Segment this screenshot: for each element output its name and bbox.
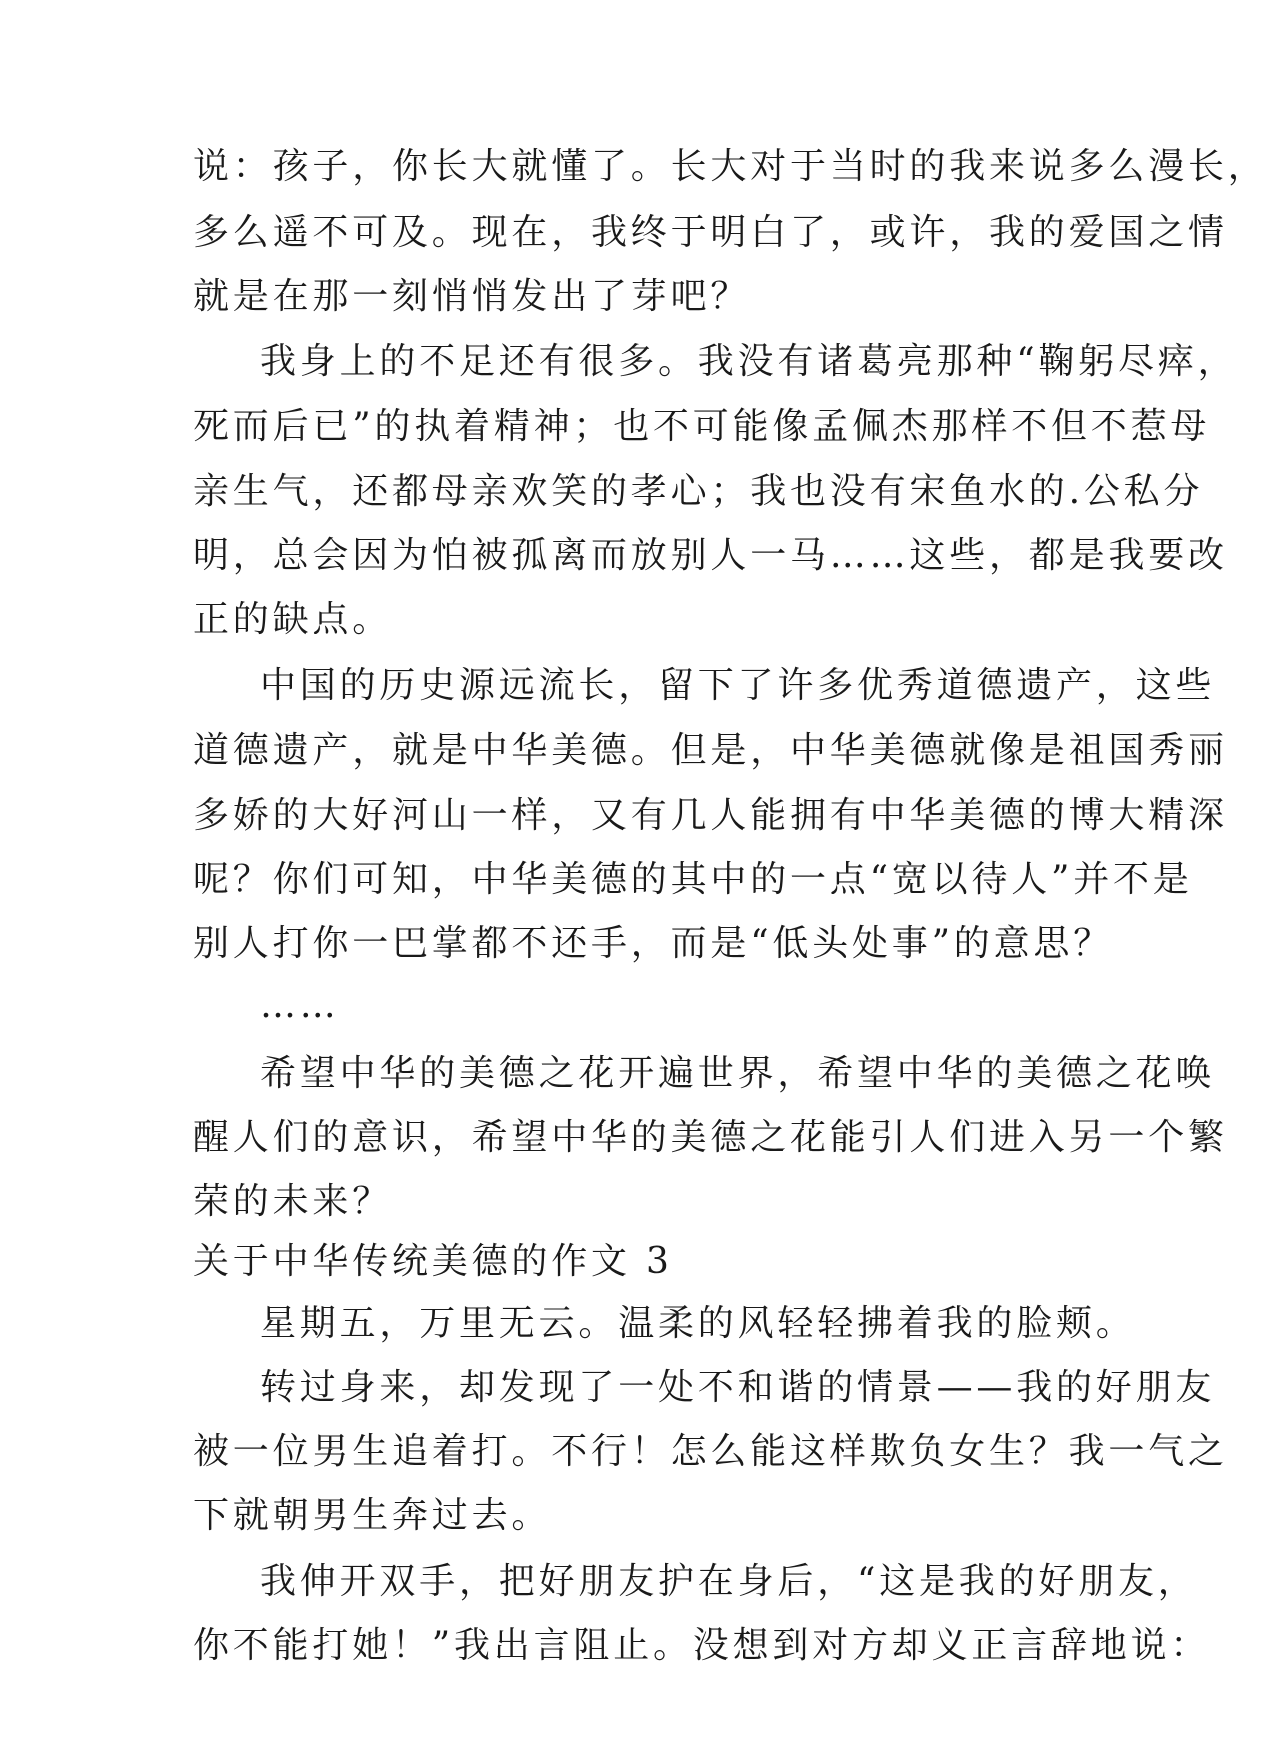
paragraph-line: 正的缺点。 (193, 599, 393, 640)
paragraph-line: 说：孩子，你长大就懂了。长大对于当时的我来说多么漫长， (193, 146, 1268, 187)
paragraph-line: 别人打你一巴掌都不还手，而是“低头处事”的意思？ (193, 923, 1114, 964)
section-heading: 关于中华传统美德的作文 3 (193, 1241, 673, 1282)
ellipsis-line: …… (260, 985, 340, 1026)
paragraph-line: 呢？你们可知，中华美德的其中的一点“宽以待人”并不是 (193, 859, 1193, 900)
paragraph-line: 死而后已”的执着精神；也不可能像孟佩杰那样不但不惹母 (193, 406, 1211, 447)
paragraph-line: 亲生气，还都母亲欢笑的孝心；我也没有宋鱼水的.公私分 (193, 471, 1204, 512)
paragraph-line: 下就朝男生奔过去。 (193, 1495, 552, 1536)
paragraph-line: 明，总会因为怕被孤离而放别人一马……这些，都是我要改 (193, 535, 1228, 576)
paragraph-line: 星期五，万里无云。温柔的风轻轻拂着我的脸颊。 (260, 1303, 1136, 1344)
paragraph-line: 就是在那一刻悄悄发出了芽吧？ (193, 276, 751, 317)
paragraph-line: 道德遗产，就是中华美德。但是，中华美德就像是祖国秀丽 (193, 730, 1228, 771)
paragraph-line: 转过身来，却发现了一处不和谐的情景——我的好朋友 (260, 1367, 1216, 1408)
paragraph-line: 多么遥不可及。现在，我终于明白了，或许，我的爱国之情 (193, 212, 1228, 253)
paragraph-line: 我伸开双手，把好朋友护在身后，“这是我的好朋友， (260, 1561, 1198, 1602)
paragraph-line: 中国的历史源远流长，留下了许多优秀道德遗产，这些 (260, 665, 1216, 706)
paragraph-line: 我身上的不足还有很多。我没有诸葛亮那种“鞠躬尽瘁， (260, 341, 1238, 382)
paragraph-line: 多娇的大好河山一样，又有几人能拥有中华美德的博大精深 (193, 795, 1228, 836)
paragraph-line: 荣的未来？ (193, 1181, 393, 1222)
paragraph-line: 醒人们的意识，希望中华的美德之花能引人们进入另一个繁 (193, 1117, 1228, 1158)
paragraph-line: 你不能打她！”我出言阻止。没想到对方却义正言辞地说： (193, 1625, 1211, 1666)
paragraph-line: 被一位男生追着打。不行！怎么能这样欺负女生？我一气之 (193, 1431, 1228, 1472)
paragraph-line: 希望中华的美德之花开遍世界，希望中华的美德之花唤 (260, 1053, 1216, 1094)
